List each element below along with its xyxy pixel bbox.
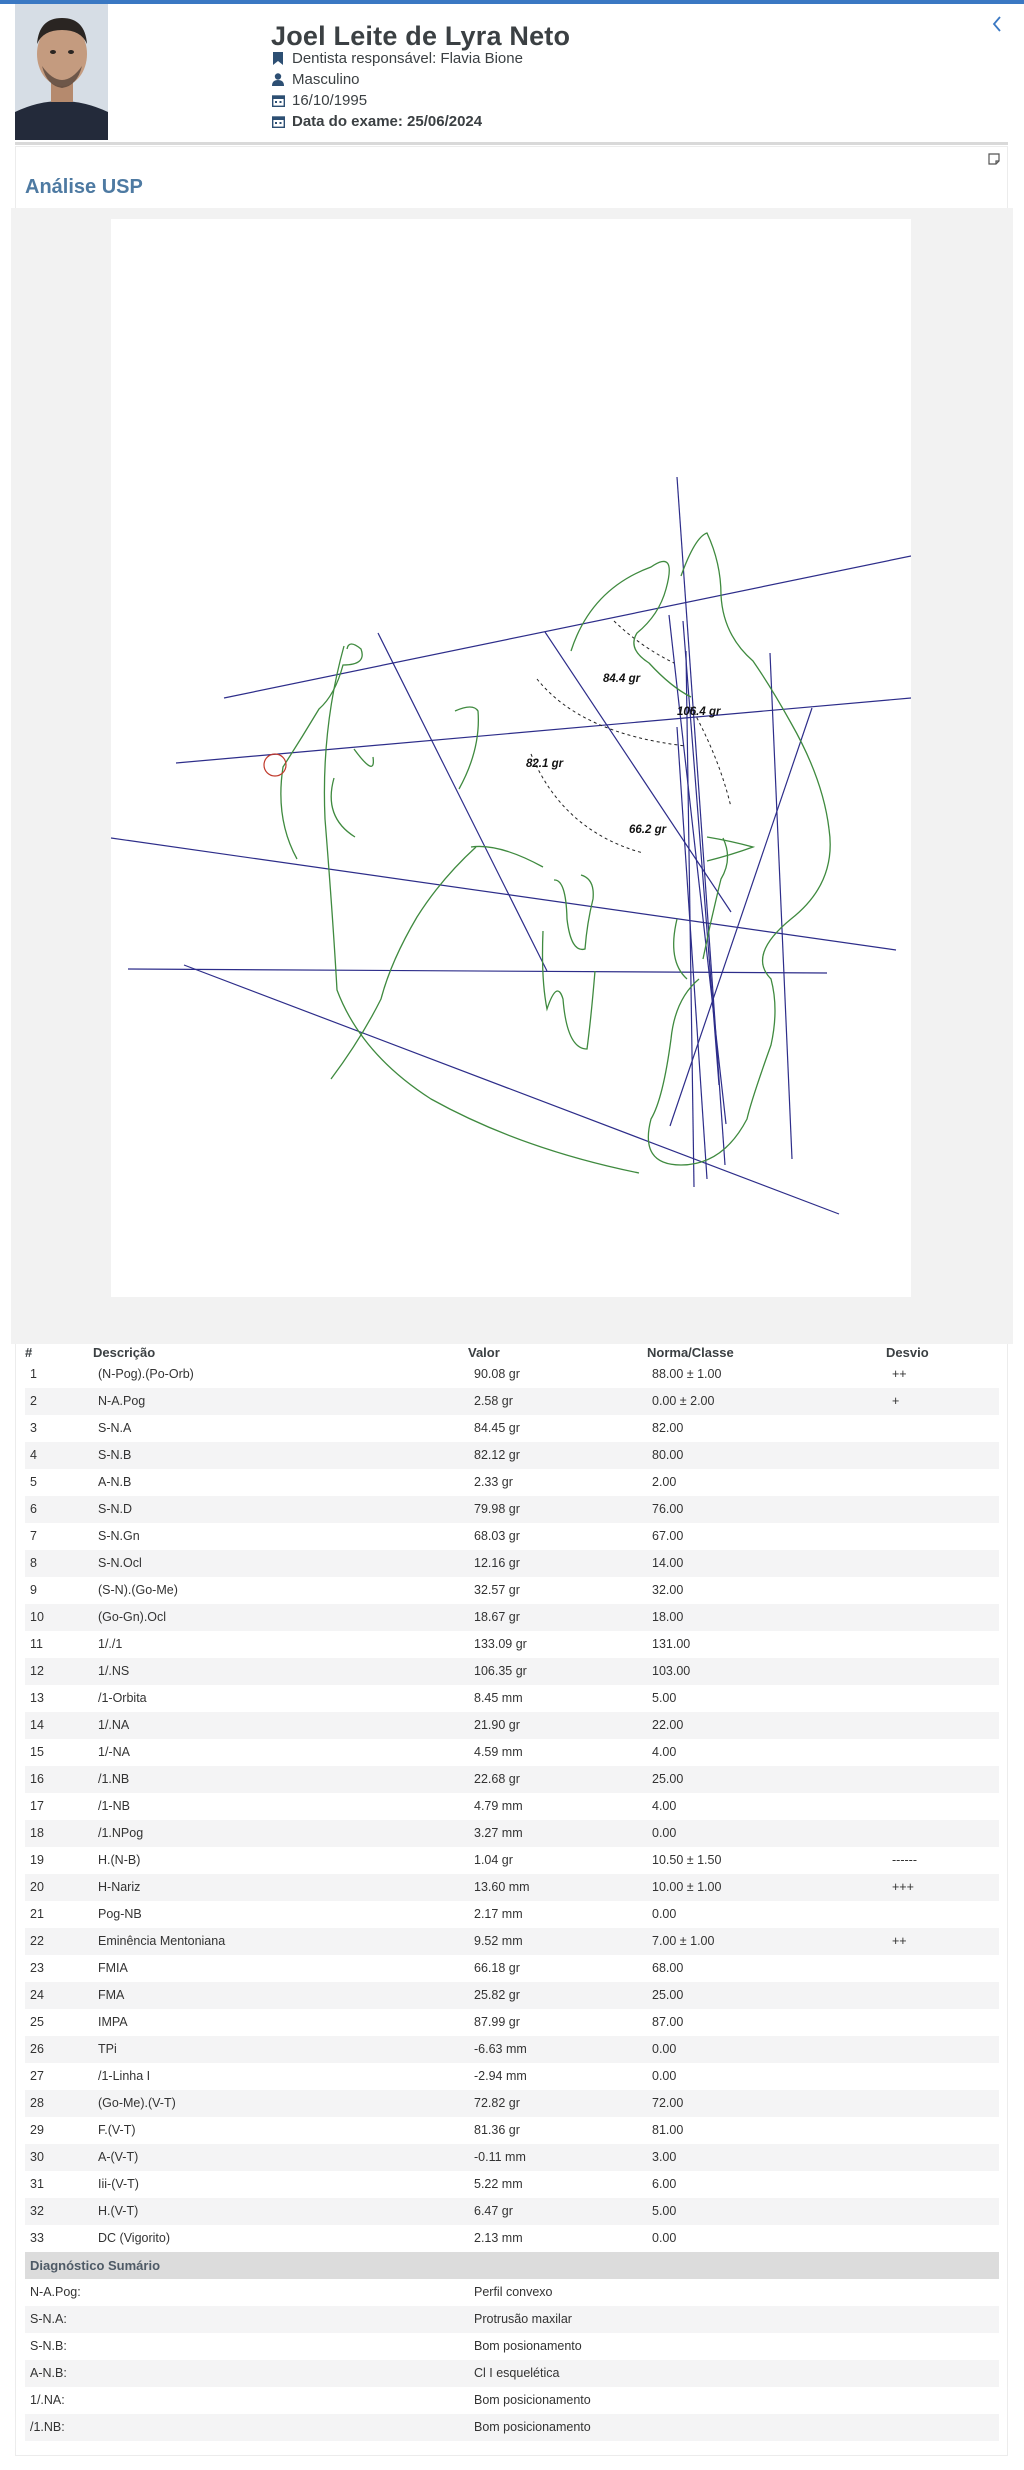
row-description: H-Nariz (98, 1880, 141, 1894)
contour-line (471, 846, 543, 867)
avatar (15, 4, 108, 140)
row-description: S-N.Gn (98, 1529, 140, 1543)
row-value: 79.98 gr (474, 1502, 520, 1516)
row-index: 19 (30, 1853, 44, 1867)
row-norm: 0.00 (652, 2231, 677, 2245)
person-icon (271, 72, 285, 86)
table-row (25, 1550, 999, 1577)
diagnosis-value: Protrusão maxilar (474, 2312, 572, 2326)
row-index: 20 (30, 1880, 44, 1894)
row-description: A-N.B (98, 1475, 132, 1489)
row-description: S-N.A (98, 1421, 132, 1435)
contour-line (324, 646, 639, 1173)
diagnosis-title: Diagnóstico Sumário (30, 2258, 161, 2273)
row-index: 1 (30, 1367, 37, 1381)
table-row (25, 1766, 999, 1793)
contour-line (554, 875, 593, 949)
row-value: 81.36 gr (474, 2123, 520, 2137)
bookmark-icon (271, 51, 285, 65)
contour-line (281, 644, 362, 859)
row-description: 1/.NS (98, 1664, 130, 1678)
row-value: 25.82 gr (474, 1988, 520, 2002)
table-row (25, 1658, 999, 1685)
calendar-icon (271, 93, 285, 107)
row-norm: 68.00 (652, 1961, 684, 1975)
row-description: 1/./1 (98, 1637, 123, 1651)
row-description: 1/-NA (98, 1745, 130, 1759)
table-row (25, 1577, 999, 1604)
row-norm: 25.00 (652, 1988, 684, 2002)
row-description: F.(V-T) (98, 2123, 136, 2137)
table-row (25, 1901, 999, 1928)
row-description: /1-NB (98, 1799, 130, 1813)
row-value: 133.09 gr (474, 1637, 527, 1651)
row-index: 11 (30, 1637, 43, 1651)
row-value: 4.59 mm (474, 1745, 523, 1759)
row-index: 26 (30, 2042, 44, 2056)
row-value: 9.52 mm (474, 1934, 523, 1948)
row-description: (Go-Me).(V-T) (98, 2096, 176, 2110)
table-row (25, 1415, 999, 1442)
row-value: 6.47 gr (474, 2204, 513, 2218)
tracing-line (770, 653, 792, 1159)
exam-info (271, 111, 482, 131)
row-value: 18.67 gr (474, 1610, 520, 1624)
diagnosis-key: 1/.NA: (30, 2393, 65, 2407)
diagnosis-value: Perfil convexo (474, 2285, 553, 2299)
row-value: -2.94 mm (474, 2069, 527, 2083)
row-index: 31 (30, 2177, 44, 2191)
header-index: # (25, 1345, 33, 1360)
row-index: 2 (30, 1394, 37, 1408)
row-norm: 5.00 (652, 1691, 677, 1705)
table-row (25, 1604, 999, 1631)
header-norm: Norma/Classe (647, 1345, 734, 1360)
table-row (25, 1739, 999, 1766)
tracing-line (683, 621, 719, 1085)
diagnosis-key: A-N.B: (30, 2366, 67, 2380)
table-row (25, 1442, 999, 1469)
row-description: TPi (98, 2042, 117, 2056)
analysis-title: Análise USP (25, 176, 143, 198)
tracing-line (176, 698, 911, 763)
sex-info (271, 69, 360, 89)
row-value: 3.27 mm (474, 1826, 523, 1840)
tracing-line (378, 633, 547, 971)
row-description: Iii-(V-T) (98, 2177, 139, 2191)
row-deviation: +++ (892, 1880, 914, 1894)
header-value: Valor (468, 1345, 500, 1360)
row-description: H.(N-B) (98, 1853, 141, 1867)
row-norm: 0.00 (652, 2069, 677, 2083)
row-norm: 0.00 (652, 1826, 677, 1840)
table-row (25, 1712, 999, 1739)
row-norm: 103.00 (652, 1664, 691, 1678)
tracing-line (670, 708, 812, 1126)
table-row (25, 1631, 999, 1658)
birth-date: 16/10/1995 (292, 91, 368, 109)
table-row (25, 1820, 999, 1847)
diagnosis-key: /1.NB: (30, 2420, 65, 2434)
row-value: 66.18 gr (474, 1961, 520, 1975)
row-norm: 88.00 ± 1.00 (652, 1367, 722, 1381)
row-norm: 80.00 (652, 1448, 684, 1462)
row-value: 21.90 gr (474, 1718, 520, 1732)
row-description: FMA (98, 1988, 125, 2002)
table-row (25, 1928, 999, 1955)
tracing-label: 66.2 gr (629, 824, 667, 836)
row-description: (N-Pog).(Po-Orb) (98, 1367, 194, 1381)
diagnosis-table (25, 2279, 999, 2441)
tracing-line (669, 615, 726, 1124)
row-index: 22 (30, 1934, 44, 1948)
table-row (25, 2036, 999, 2063)
table-row (25, 1685, 999, 1712)
diagnosis-value: Bom posionamento (474, 2339, 582, 2353)
chevron-left-icon[interactable] (990, 14, 1004, 34)
row-index: 7 (30, 1529, 37, 1543)
row-deviation: ++ (892, 1934, 907, 1948)
row-norm: 87.00 (652, 2015, 684, 2029)
row-description: FMIA (98, 1961, 128, 1975)
table-row (25, 2171, 999, 2198)
row-index: 13 (30, 1691, 44, 1705)
row-description: /1.NPog (98, 1826, 144, 1840)
row-index: 3 (30, 1421, 37, 1435)
tracing-line (224, 556, 911, 698)
row-norm: 10.00 ± 1.00 (652, 1880, 722, 1894)
row-value: 82.12 gr (474, 1448, 520, 1462)
birth-info (271, 90, 367, 110)
header-description: Descrição (93, 1345, 156, 1360)
table-row (25, 2117, 999, 2144)
row-description: /1-Orbita (98, 1691, 147, 1705)
row-norm: 10.50 ± 1.50 (652, 1853, 722, 1867)
row-value: 1.04 gr (474, 1853, 513, 1867)
table-row (25, 2144, 999, 2171)
tracing-line (677, 727, 707, 1179)
table-row (25, 1874, 999, 1901)
row-norm: 25.00 (652, 1772, 684, 1786)
calendar-icon (271, 114, 285, 128)
row-norm: 5.00 (652, 2204, 677, 2218)
diagnosis-row (25, 2333, 999, 2360)
table-header (25, 1343, 999, 1361)
row-norm: 6.00 (652, 2177, 677, 2191)
row-description: IMPA (98, 2015, 128, 2029)
row-index: 18 (30, 1826, 44, 1840)
angle-arc (537, 679, 686, 746)
row-norm: 4.00 (652, 1745, 677, 1759)
row-description: S-N.D (98, 1502, 133, 1516)
note-icon[interactable] (988, 152, 1000, 164)
row-norm: 18.00 (652, 1610, 684, 1624)
row-norm: 0.00 ± 2.00 (652, 1394, 715, 1408)
row-value: -6.63 mm (474, 2042, 527, 2056)
diagnosis-value: Bom posicionamento (474, 2420, 591, 2434)
row-norm: 3.00 (652, 2150, 677, 2164)
table-row (25, 1496, 999, 1523)
row-value: 106.35 gr (474, 1664, 527, 1678)
row-value: 12.16 gr (474, 1556, 520, 1570)
row-description: N-A.Pog (98, 1394, 146, 1408)
tracing-label: 84.4 gr (603, 673, 641, 685)
row-description: /1.NB (98, 1772, 130, 1786)
row-value: 90.08 gr (474, 1367, 520, 1381)
cephalometric-tracing (111, 219, 911, 1297)
diagnosis-row (25, 2387, 999, 2414)
row-index: 15 (30, 1745, 44, 1759)
row-description: (Go-Gn).Ocl (98, 1610, 167, 1624)
tracing-line (686, 651, 694, 1187)
row-value: 87.99 gr (474, 2015, 520, 2029)
row-norm: 14.00 (652, 1556, 684, 1570)
row-norm: 72.00 (652, 2096, 684, 2110)
table-row (25, 1793, 999, 1820)
row-deviation: + (892, 1394, 900, 1408)
row-index: 33 (30, 2231, 44, 2245)
row-value: 22.68 gr (474, 1772, 520, 1786)
contour-line (648, 533, 830, 1165)
row-description: 1/.NA (98, 1718, 130, 1732)
diagnosis-key: S-N.A: (30, 2312, 67, 2326)
row-description: (S-N).(Go-Me) (98, 1583, 178, 1597)
row-index: 12 (30, 1664, 44, 1678)
row-index: 5 (30, 1475, 37, 1489)
row-index: 21 (30, 1907, 44, 1921)
diagnosis-key: N-A.Pog: (30, 2285, 81, 2299)
contour-line (543, 931, 596, 1049)
exam-date: Data do exame: 25/06/2024 (292, 112, 483, 130)
row-description: S-N.Ocl (98, 1556, 142, 1570)
row-norm: 81.00 (652, 2123, 684, 2137)
contour-line (354, 749, 373, 766)
diagnosis-row (25, 2279, 999, 2306)
row-deviation: ++ (892, 1367, 907, 1381)
contour-line (674, 919, 687, 979)
row-index: 14 (30, 1718, 44, 1732)
row-value: 2.58 gr (474, 1394, 513, 1408)
row-index: 4 (30, 1448, 37, 1462)
row-norm: 7.00 ± 1.00 (652, 1934, 715, 1948)
sex-label: Masculino (292, 70, 360, 88)
row-value: 2.17 mm (474, 1907, 523, 1921)
diagnosis-row (25, 2360, 999, 2387)
row-value: 32.57 gr (474, 1583, 520, 1597)
contour-line (331, 778, 355, 837)
header-divider (15, 142, 1008, 145)
row-index: 16 (30, 1772, 44, 1786)
row-value: 2.33 gr (474, 1475, 513, 1489)
row-index: 28 (30, 2096, 44, 2110)
row-norm: 76.00 (652, 1502, 684, 1516)
row-description: Eminência Mentoniana (98, 1934, 226, 1948)
row-description: Pog-NB (98, 1907, 142, 1921)
table-row (25, 1469, 999, 1496)
table-row (25, 1361, 999, 1388)
row-index: 8 (30, 1556, 37, 1570)
row-value: 4.79 mm (474, 1799, 523, 1813)
table-row (25, 2009, 999, 2036)
row-index: 6 (30, 1502, 37, 1516)
row-norm: 131.00 (652, 1637, 691, 1651)
table-row (25, 1523, 999, 1550)
row-description: A-(V-T) (98, 2150, 139, 2164)
table-row (25, 2063, 999, 2090)
table-row (25, 1388, 999, 1415)
contour-line (455, 707, 478, 789)
row-value: 13.60 mm (474, 1880, 530, 1894)
diagnosis-row (25, 2414, 999, 2441)
row-deviation: ------ (892, 1853, 917, 1867)
header-deviation: Desvio (886, 1345, 929, 1360)
diagnosis-row (25, 2306, 999, 2333)
table-row (25, 2225, 999, 2252)
row-norm: 2.00 (652, 1475, 677, 1489)
row-value: 84.45 gr (474, 1421, 520, 1435)
row-index: 9 (30, 1583, 37, 1597)
diagnosis-value: Bom posicionamento (474, 2393, 591, 2407)
row-value: 5.22 mm (474, 2177, 523, 2191)
diagnosis-value: Cl I esquelética (474, 2366, 560, 2380)
table-row (25, 2090, 999, 2117)
row-index: 30 (30, 2150, 44, 2164)
row-norm: 0.00 (652, 2042, 677, 2056)
dentist-label: Dentista responsável: Flavia Bione (292, 49, 523, 67)
row-norm: 0.00 (652, 1907, 677, 1921)
tracing-label: 82.1 gr (526, 758, 564, 770)
patient-name: Joel Leite de Lyra Neto (271, 21, 571, 51)
table-row (25, 2198, 999, 2225)
row-value: 72.82 gr (474, 2096, 520, 2110)
diagnosis-key: S-N.B: (30, 2339, 67, 2353)
row-value: 8.45 mm (474, 1691, 523, 1705)
marker-circle (264, 754, 286, 776)
table-row (25, 1982, 999, 2009)
row-index: 24 (30, 1988, 44, 2002)
dentist-info (271, 48, 523, 68)
row-norm: 4.00 (652, 1799, 677, 1813)
row-description: DC (Vigorito) (98, 2231, 171, 2245)
row-norm: 32.00 (652, 1583, 684, 1597)
row-norm: 82.00 (652, 1421, 684, 1435)
row-index: 27 (30, 2069, 44, 2083)
row-index: 29 (30, 2123, 44, 2137)
row-value: 68.03 gr (474, 1529, 520, 1543)
tracing-svg (111, 219, 911, 1297)
row-value: 2.13 mm (474, 2231, 523, 2245)
tracing-line (184, 965, 839, 1214)
row-index: 17 (30, 1799, 44, 1813)
row-description: S-N.B (98, 1448, 132, 1462)
contour-line (331, 847, 476, 1079)
row-description: /1-Linha I (98, 2069, 151, 2083)
tracing-label: 106.4 gr (677, 706, 721, 718)
row-index: 23 (30, 1961, 44, 1975)
row-norm: 67.00 (652, 1529, 684, 1543)
row-value: -0.11 mm (474, 2150, 526, 2164)
row-index: 32 (30, 2204, 44, 2218)
contour-line (707, 837, 753, 861)
row-index: 25 (30, 2015, 44, 2029)
measurement-table (25, 1361, 999, 2252)
avatar-photo (15, 4, 108, 140)
row-norm: 22.00 (652, 1718, 684, 1732)
patient-header (0, 4, 1024, 144)
table-row (25, 1955, 999, 1982)
table-row (25, 1847, 999, 1874)
row-index: 10 (30, 1610, 44, 1624)
diagnosis-header (25, 2252, 999, 2279)
row-description: H.(V-T) (98, 2204, 139, 2218)
